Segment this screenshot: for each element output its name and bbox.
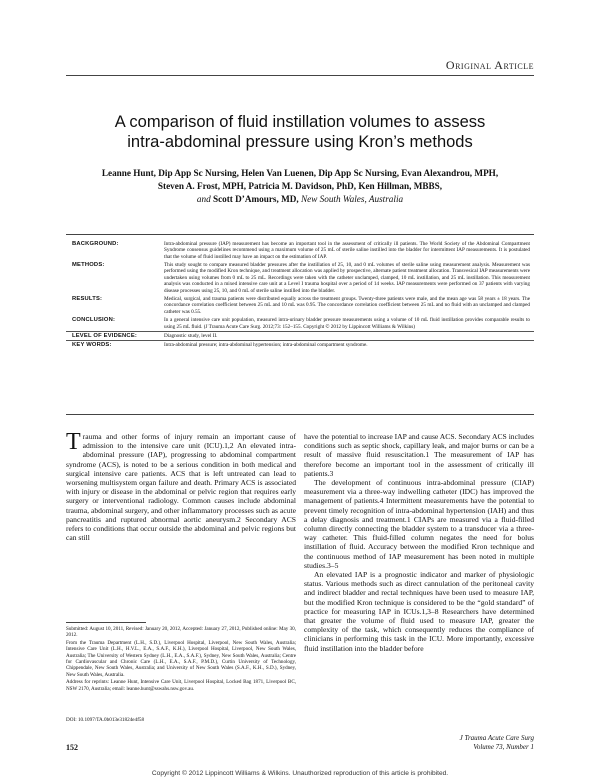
abstract-text: Diagnostic study, level II. <box>164 331 534 340</box>
footnote-affiliations: From the Trauma Department (L.H., S.D.), Liverpool Hospital, Liverpool, New South Wales, Australia; Intensive Care Unit (L.H., H.V.L., E.A., S.A.F., K.H.), Liverpool Hospital, Liverpool, New South Wales, Australia; The University of Western Sydney (L.H., E.A., S.A.F.), Sydney, New South Wales, Australia; Centre for Cardiovascular and Chronic Care (L.H., E.A., S.A.F., P.M.D.), Curtin University of Technology, Chippendale, New South Wales, Australia; and University of New South Wales (S.A.F., K.H., S.D.), Sydney, New South Wales, Australia. <box>66 639 296 678</box>
abstract-row-level <box>66 331 534 340</box>
article-title <box>66 112 534 152</box>
doi: DOI: 10.1097/TA.0b013e31824e4f58 <box>66 717 145 723</box>
paragraph-text: rauma and other forms of injury remain an important cause of admission to the intensive care unit (ICU).1,2 An elevated intra-abdominal pressure (IAP), progressing to abdominal compartment syndrome (ACS), is noted to be a serious condition in both medical and surgical intensive care patients. ACS that is left untreated can lead to worsening multisystem organ failure and death. Primary ACS is associated with injury or disease in the abdominal or pelvic region that requires early surgery or interventional radiology. Common causes include abdominal trauma, abdominal surgery, and other inflammatory processes such as acute pancreatitis and ruptured abnormal aortic aneurysm.2 Secondary ACS refers to conditions that occur outside the abdominal and pelvic regions but can still <box>66 432 296 543</box>
author-line-2: Steven A. Frost, MPH, Patricia M. Davidson, PhD, Ken Hillman, MBBS, <box>157 181 443 191</box>
section-label: Original Article <box>445 58 534 72</box>
abstract-label: CONCLUSION: <box>72 317 116 324</box>
structured-abstract <box>66 240 534 349</box>
copyright-notice: Copyright © 2012 Lippincott Williams & Wilkins. Unauthorized reproduction of this article is prohibited. <box>151 770 449 777</box>
journal-volume: Volume 73, Number 1 <box>473 743 534 751</box>
abstract-text: This study sought to compare measured bladder pressures after the instillation of 25, 10, and 0 mL volumes of sterile saline using measurement analysis. Measurement was performed using the modified Kron technique, and treatment allocation was applied by prospective, alternate patient treatment allocation. Transvesical IAP measurements were undertaken using volumes from 0 mL to 25 mL. Recordings were taken with the catheter unclamped, clamped, 10 mL instillation, and 25 mL instillation. This measurement analysis was conducted in a mixed intensive care unit at a Level I trauma hospital over a period of 14 weeks. IAP measurements were performed on 37 patients with varying disease processes using 25, 10, and 0 mL of sterile saline instilled into the bladder. <box>164 261 530 294</box>
body-paragraph: An elevated IAP is a prognostic indicator and marker of physiologic status. Various methods such as direct cannulation of the peritoneal cavity and indirect bladder and rectal techniques have been used to measure IAP, but the modified Kron technique is considered to be the “gold standard” of practice for measuring IAP in ICUs.1,3–8 Researchers have determined that greater the volume of fluid used to measure IAP, greater the complexity of the task, which consequently reduces the compliance of clinicians in performing this task in the ICU. More importantly, excessive fluid instillation into the bladder before <box>304 570 534 653</box>
body-paragraph: The development of continuous intra-abdominal pressure (CIAP) measurement via a three-way indwelling catheter (IDC) has improved the management of patients.4 Intermittent measurements have the potential to prevent timely recognition of intra-abdominal hypertension (IAH) and thus a delay diagnosis and treatment.1 CIAPs are measured via a fluid-filled column directly connecting the bladder system to a transducer via a three-way catheter. This fluid-filled column negates the need for bolus instillation of fluid. Accuracy between the modified Kron technique and the continuous method of IAP measurement has been noted in multiple studies.3–5 <box>304 478 534 570</box>
abstract-text: Intra-abdominal pressure (IAP) measurement has become an important tool in the assessment of critically ill patients. The World Society of the Abdominal Compartment Syndrome consensus guidelines recommend using a maximum volume of 25 mL of sterile saline instilled into the bladder for intermittent IAP measurements. It is postulated that the volume of fluid instilled may have an impact on the estimation of IAP. <box>164 240 530 260</box>
footnote-rule <box>66 622 146 623</box>
abstract-text: In a general intensive care unit population, measured intra-urinary bladder pressure measurements using a volume of 10 mL fluid instillation provides comparable results to using 25 mL fluid. (J Trauma Acute Care Surg. 2012;73: 152–155. Copyright © 2012 by Lippincott Williams & Wilkins) <box>164 317 530 330</box>
drop-cap: T <box>66 429 81 455</box>
abstract-label: KEY WORDS: <box>66 340 164 349</box>
body-paragraph <box>66 429 296 543</box>
footnote-dates: Submitted: August 10, 2011, Revised: January 20, 2012, Accepted: January 27, 2012, Published online: May 30, 2012. <box>66 626 296 639</box>
author-affiliation: New South Wales, Australia <box>301 194 404 204</box>
author-line-1: Leanne Hunt, Dip App Sc Nursing, Helen Van Luenen, Dip App Sc Nursing, Evan Alexandrou, MPH, <box>101 168 499 178</box>
page-number: 152 <box>66 743 78 752</box>
body-column-left <box>66 429 296 543</box>
title-line-1: A comparison of fluid instillation volumes to assess <box>114 113 486 131</box>
abstract-text: Medical, surgical, and trauma patients were distributed equally across the treatment groups. Twenty-three patients were male, and the mean age was 58 years ± 18 years. The concordance correlation coefficient between 25 mL and 10 mL was 0.95. The concordance correlation coefficient between 25 mL and no fluid with an unclamped and clamped catheter was 0.55. <box>164 295 530 315</box>
author-line-3 <box>66 193 534 206</box>
title-line-2: intra-abdominal pressure using Kron’s methods <box>127 133 473 151</box>
body-column-right <box>304 432 534 653</box>
header-rule <box>66 75 534 76</box>
author-and: and <box>196 194 211 204</box>
journal-name: J Trauma Acute Care Surg <box>459 734 534 742</box>
journal-info <box>460 734 534 752</box>
abstract-row-background <box>66 240 534 261</box>
abstract-label: RESULTS: <box>72 295 103 302</box>
footnotes <box>66 626 296 693</box>
footnote-address: Address for reprints: Leanne Hunt, Intensive Care Unit, Liverpool Hospital, Locked Bag 1871, Liverpool BC, NSW 2170, Australia; email: leanne.hunt@sswahs.nsw.gov.au. <box>66 679 296 692</box>
abstract-top-rule <box>66 234 534 235</box>
author-last: Scott D’Amours, MD, <box>212 194 299 204</box>
abstract-row-results <box>66 295 534 316</box>
abstract-text: Intra-abdominal pressure; intra-abdominal hypertension; intra-abdominal compartment syndrome. <box>164 340 534 349</box>
abstract-label: METHODS: <box>72 261 105 268</box>
abstract-row-keywords <box>66 340 534 349</box>
body-paragraph: have the potential to increase IAP and cause ACS. Secondary ACS includes conditions such as septic shock, capillary leak, and major burns or can be a result of massive fluid resuscitation.1 The measurement of IAP has therefore become an important tool in the assessment of critically ill patients.3 <box>304 432 534 478</box>
abstract-label: BACKGROUND: <box>72 240 119 247</box>
abstract-row-conclusion <box>66 316 534 331</box>
abstract-row-methods <box>66 261 534 295</box>
abstract-bottom-rule <box>66 414 534 415</box>
abstract-label: LEVEL OF EVIDENCE: <box>66 331 164 340</box>
author-list <box>66 167 534 206</box>
